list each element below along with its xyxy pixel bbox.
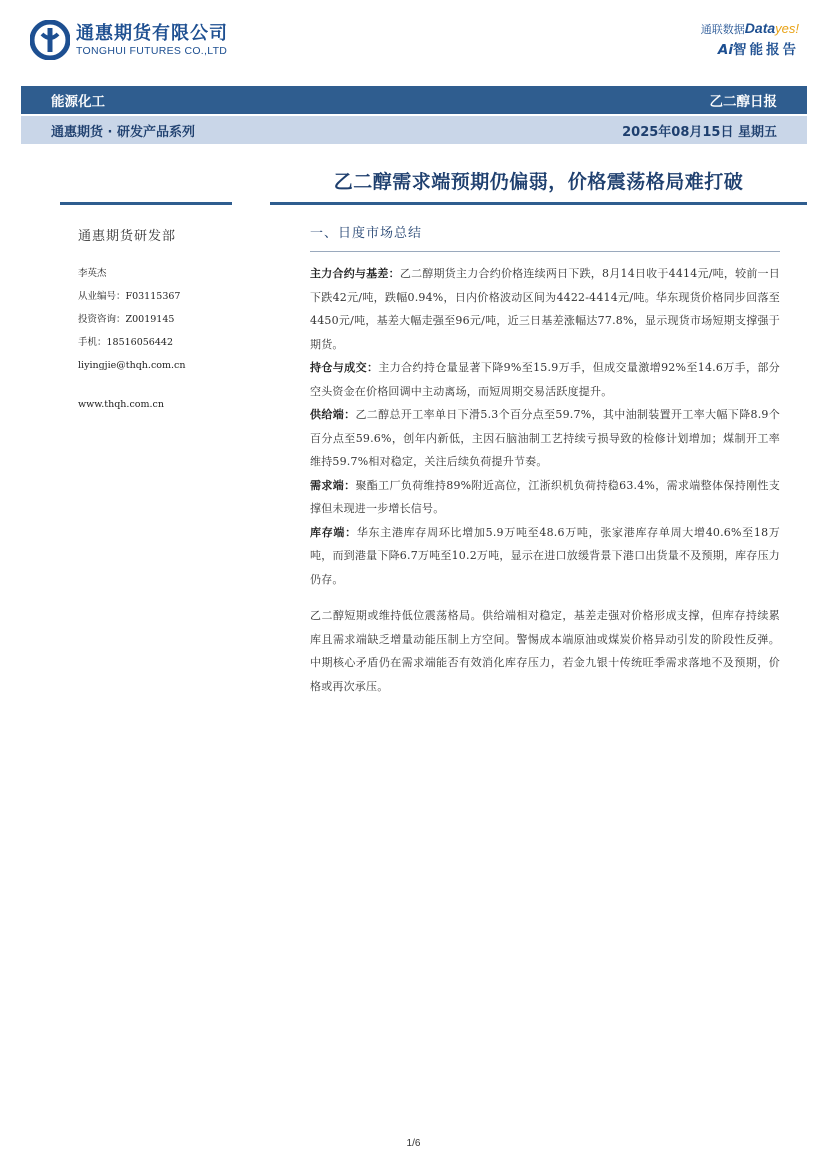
company-name-cn: 通惠期货有限公司 <box>76 22 228 44</box>
sidebar-divider <box>60 202 232 205</box>
section-title: 一、日度市场总结 <box>310 226 423 241</box>
company-logo <box>30 20 228 60</box>
analyst-name: 李英杰 <box>78 268 107 279</box>
paragraph-text: 华东主港库存周环比增加5.9万吨至48.6万吨，张家港库存单周大增40.6%至18万吨，而到港量下降6.7万吨至10.2万吨，显示在进口放缓背景下港口出货量不及预期，库存压力仍存。 <box>310 525 780 586</box>
market-summary <box>310 222 780 698</box>
report-type-label: 乙二醇日报 <box>709 94 777 110</box>
datayes-brand <box>701 20 799 60</box>
report-date: 2025年08月15日 星期五 <box>622 124 777 140</box>
license-number: 从业编号：F03115367 <box>78 291 181 302</box>
consult-number: 投资咨询：Z0019145 <box>78 314 175 325</box>
phone-number: 手机：18516056442 <box>78 337 173 348</box>
page-number: 1/6 <box>406 1138 421 1149</box>
paragraph-position-volume <box>310 356 780 403</box>
series-label: 通惠期货 · 研发产品系列 <box>51 124 195 140</box>
paragraph-text: 乙二醇期货主力合约价格连续两日下跌，8月14日收于4414元/吨，较前一日下跌42元/吨，跌幅0.94%，日内价格波动区间为4422-4414元/吨。华东现货价格同步回落至4450元/吨，基差大幅走强至96元/吨，近三日基差涨幅达77.8%，显示现货市场短期支撑强于期货。 <box>310 267 780 351</box>
paragraph-inventory <box>310 521 780 592</box>
company-logo-icon <box>30 20 70 60</box>
ai-report-label: Ai智能报告 <box>717 42 799 58</box>
category-banner <box>21 86 807 114</box>
paragraph-text: 乙二醇总开工率单日下滑5.3个百分点至59.7%，其中油制装置开工率大幅下降8.9个百分点至59.6%，创年内新低，主因石脑油制工艺持续亏损导致的检修计划增加；煤制开工率维持59.7%相对稳定，关注后续负荷提升节奏。 <box>310 408 780 468</box>
website-link[interactable]: www.thqh.com.cn <box>78 399 164 410</box>
report-title: 乙二醇需求端预期仍偏弱，价格震荡格局难打破 <box>333 171 744 193</box>
department-name: 通惠期货研发部 <box>78 229 177 244</box>
series-banner <box>21 116 807 144</box>
paragraph-text: 聚酯工厂负荷维持89%附近高位，江浙织机负荷持稳63.4%，需求端整体保持刚性支撑但未现进一步增长信号。 <box>310 478 780 515</box>
paragraph-label: 库存端： <box>310 525 357 539</box>
category-label: 能源化工 <box>51 94 105 110</box>
paragraph-text: 主力合约持仓量显著下降9%至15.9万手，但成交量激增92%至14.6万手，部分空头资金在价格回调中主动离场，而短周期交易活跃度提升。 <box>310 361 780 398</box>
paragraph-conclusion: 乙二醇短期或维持低位震荡格局。供给端相对稳定，基差走强对价格形成支撑，但库存持续累库且需求端缺乏增量动能压制上方空间。警惕成本端原油或煤炭价格异动引发的阶段性反弹。中期核心矛盾仍在需求端能否有效消化库存压力，若金九银十传统旺季需求落地不及预期，价格或再次承压。 <box>310 609 780 693</box>
section-divider <box>310 251 780 252</box>
sidebar <box>78 225 258 416</box>
title-divider <box>270 202 807 205</box>
email-address[interactable]: liyingjie@thqh.com.cn <box>78 360 186 371</box>
paragraph-label: 供给端： <box>310 408 356 421</box>
company-name-en: TONGHUI FUTURES CO.,LTD <box>76 44 228 57</box>
datayes-logo: 通联数据Datayes! <box>700 20 799 36</box>
paragraph-label: 持仓与成交： <box>310 361 379 374</box>
paragraph-label: 主力合约与基差： <box>310 267 400 280</box>
paragraph-label: 需求端： <box>310 478 356 492</box>
paragraph-supply <box>310 403 780 474</box>
paragraph-contract-basis <box>310 262 780 356</box>
paragraph-demand <box>310 474 780 521</box>
